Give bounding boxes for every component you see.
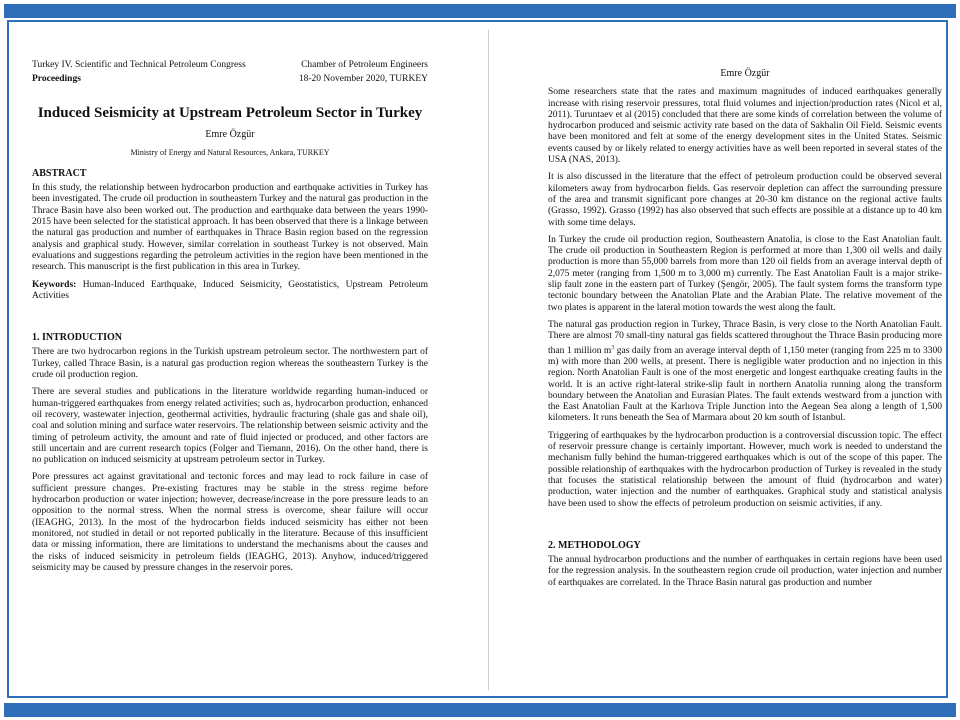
- conference-name: Turkey IV. Scientific and Technical Petroleum Congress: [32, 60, 246, 70]
- body-text-part: gas daily from an average interval depth of 1,150 meter (ranging from 225 m to 3300 m) with more than 200 wells, at present. There is negligible water production and no injection in this region. North Anatolian Fault is one of the most energetic and longest earthquake creating faults in the world. It is an active right-lateral strike-slip fault in northern Anatolia running along the transform boundary between the Anatolian and Eurasian Plates. The fault extends westward from a junction with the East Anatolian Fault at the Karlıova Triple Junction into the Aegean Sea along a length of 1,500 kilometers. It runs beneath the Sea of Marmara about 20 km south of Istanbul.: [548, 345, 942, 424]
- introduction-paragraph: There are two hydrocarbon regions in the Turkish upstream petroleum sector. The northwestern part of Turkey, called Thrace Basin, is a natural gas production region whereas the southeastern Turkey is the crude oil production region.: [32, 347, 428, 381]
- abstract-text: In this study, the relationship between hydrocarbon production and earthquake activities in Turkey has been investigated. The crude oil production in southeastern Turkey and the natural gas production in the Thrace Basin have also been worked out. The production and earthquake data between the years 1990-2015 have been selected for the statistical approach. It has been observed that there is a linkage between the natural gas production and number of earthquakes in Thrace Basin region based on the regression analysis and graphical study. However, similar correlation in southeast Turkey is not observed. Main evaluations and suggestions regarding the petroleum activities in the region have been mentioned in the research. This manuscript is the first publication in this area in Turkey.: [32, 183, 428, 273]
- body-text-part: The natural gas production region in Turkey, Thrace Basin, is very close to the North Anatolian Fault. There are almost 70 small-tiny natural gas fields scattered throughout the Thrace Basin producing more than 1 million m: [548, 319, 942, 356]
- methodology-heading: 2. METHODOLOGY: [548, 539, 641, 551]
- abstract-heading: ABSTRACT: [32, 167, 87, 179]
- body-paragraph: In Turkey the crude oil production region, Southeastern Anatolia, is close to the East Anatolian fault. The crude oil production in Southeastern Region is performed at more than 1,300 oil wells and daily production is more than 55,000 barrels from more than 120 oil fields from an average interval depth of 2,075 meter (ranging from 1,500 m to 3,000 m) currently. The East Anatolian Fault is a major strike-slip fault zone in the eastern part of Turkey (Şengör, 2005). The fault system forms the transform type tectonic boundary between the Anatolian Plate and the Arabian Plate. The relative movement of the two plates is apparent in the lateral motion towards the west along the fault.: [548, 234, 942, 313]
- introduction-paragraph: Pore pressures act against gravitational and tectonic forces and may lead to rock failure in case of sufficient pressure changes. Pre-existing fractures may be stable in the stress regime before hydrocarbon production or water injection; however, decrease/increase in the pore pressure leads to an opposition to the normal stress. When the normal stress is overcome, shear failure will occur (IEAGHG, 2013). In the most of the hydrocarbon fields induced seismicity has either not been monitored, not studied in detail or not reported publically in the literature. Because of this insufficient data or missing information, there are limitations to understand the mechanisms about the causes and the risks of induced seismicity in petroleum fields (IEAGHG, 2013). Anyhow, induced/triggered seismicity may be caused by pressure changes in the reservoir pores.: [32, 472, 428, 573]
- keywords-label: Keywords:: [32, 279, 77, 290]
- methodology-paragraph: The annual hydrocarbon productions and the number of earthquakes in certain regions have been used for the regression analysis. In the southeastern region crude oil production, water injection and number of earthquakes are correlated. In the Thrace Basin natural gas production and number: [548, 555, 942, 588]
- body-paragraph: It is also discussed in the literature that the effect of petroleum production could be observed several kilometers away from hydrocarbon fields. Gas reservoir depletion can affect the surrounding pressure of the area and transmit significant pore changes at 20-30 km distance on the regional active faults (Grasso, 1992). Grasso (1992) has also observed that such effects are possible at a distance up to 40 km with some time delays.: [548, 172, 942, 228]
- right-page: [548, 68, 942, 595]
- body-paragraph: Some researchers state that the rates and maximum magnitudes of induced earthquakes generally increase with rising reservoir pressures, total fluid volumes and injection/production rates (Nicol et al, 2011). Turuntaev et al (2015) concluded that there are some kinds of correlation between the volume of hydrocarbon produced and seismic activity rate based on the data of Sakhalin Oil Field. Seismic events have been monitored and felt at some of the energy development sites in the United States. Seismic events caused by or likely related to energy activities have as well been reported in several states of the USA (NAS, 2013).: [548, 87, 942, 166]
- paper-title: Induced Seismicity at Upstream Petroleum Sector in Turkey: [37, 105, 423, 121]
- body-paragraph: [548, 320, 942, 425]
- conference-header: [32, 58, 428, 86]
- organization-name: Chamber of Petroleum Engineers: [301, 60, 428, 70]
- body-paragraph: Triggering of earthquakes by the hydrocarbon production is a controversial discussion topic. The effect of reservoir pressure change is certainly important. However, much work is needed to understand the mechanism fully behind the human-triggered earthquakes which is out of the scope of this paper. The possible relationship of earthquakes with the hydrocarbon production of Turkey is revealed in the study that focuses the statistical relationship between the amount of fluid (hydrocarbon and water) production, water injection and the number of earthquakes. Graphical study and statistical analysis have been used to show the effects of petroleum production on seismic activities, if any.: [548, 430, 942, 509]
- bottom-banner-bar: [4, 703, 956, 717]
- superscript: 3: [611, 344, 615, 351]
- top-banner-bar: [4, 4, 956, 18]
- page-divider: [488, 30, 489, 690]
- introduction-paragraph: There are several studies and publications in the literature worldwide regarding human-induced or human-triggered earthquakes from energy related activities; such as, hydrocarbon production, enhanced oil recovery, wastewater injection, geothermal activities, hydraulic fracturing (shale gas and shale oil), coal and solution mining and surface water reservoirs. The relationship between seismic activity and the timing of petroleum activity, the amount and rate of fluid injected or produced, and other factors are still uncertain and are current research topics (Folger and Tiemann, 2016). On the other hand, there is no publication on induced seismicity at upstream petroleum sector in Turkey.: [32, 387, 428, 466]
- author-name: Emre Özgür: [205, 129, 255, 141]
- introduction-heading: 1. INTRODUCTION: [32, 332, 123, 344]
- keywords: [32, 280, 428, 303]
- author-affiliation: Ministry of Energy and Natural Resources, Ankara, TURKEY: [130, 147, 330, 157]
- proceedings-label: Proceedings: [32, 74, 81, 84]
- conference-date: 18-20 November 2020, TURKEY: [298, 74, 428, 84]
- keywords-text: Human-Induced Earthquake, Induced Seismicity, Geostatistics, Upstream Petroleum Activities: [32, 279, 428, 301]
- left-page: [32, 58, 428, 580]
- running-header-author: Emre Özgür: [720, 68, 770, 79]
